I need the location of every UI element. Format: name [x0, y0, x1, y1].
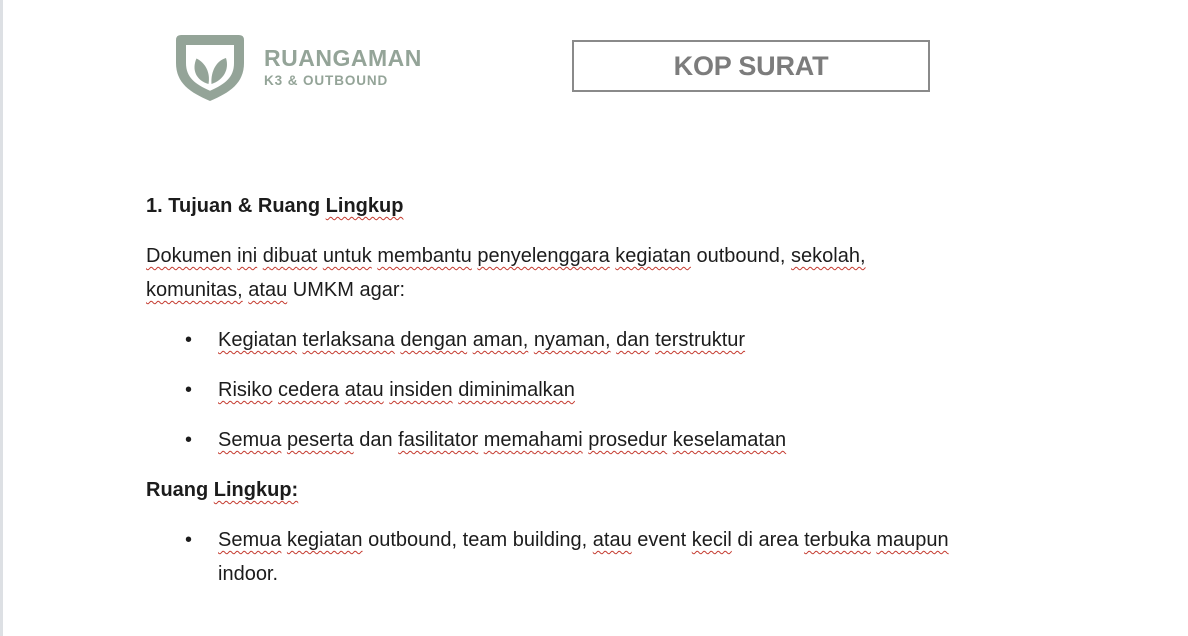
- misspelled-word: insiden: [389, 379, 453, 401]
- word: outbound,: [368, 529, 458, 551]
- misspelled-word: Lingkup: [325, 195, 404, 217]
- document-body[interactable]: [146, 189, 1141, 607]
- misspelled-word: atau: [248, 279, 288, 301]
- bullet-marker: •: [185, 529, 193, 551]
- word: di: [737, 529, 753, 551]
- misspelled-word: peserta: [286, 429, 354, 451]
- misspelled-word: kegiatan: [286, 529, 363, 551]
- paragraph: [146, 239, 1141, 307]
- misspelled-word: Semua: [218, 429, 282, 451]
- bullet-marker: •: [185, 329, 193, 351]
- text-line: [218, 323, 1141, 357]
- logo-subtitle: K3 & OUTBOUND: [264, 73, 389, 88]
- misspelled-word: dengan: [400, 329, 468, 351]
- word: dan: [359, 429, 393, 451]
- misspelled-word: komunitas,: [146, 279, 243, 301]
- bullet-item: [146, 323, 1141, 357]
- misspelled-word: sekolah,: [791, 245, 866, 267]
- word: Ruang: [257, 195, 321, 217]
- misspelled-word: Kegiatan: [218, 329, 297, 351]
- logo: [170, 33, 422, 101]
- word: Ruang: [146, 479, 209, 501]
- misspelled-word: terstruktur: [655, 329, 746, 351]
- bold-subheading: [146, 473, 1141, 507]
- misspelled-word: cedera: [278, 379, 340, 401]
- word: area: [758, 529, 799, 551]
- misspelled-word: diminimalkan: [458, 379, 575, 401]
- misspelled-word: kegiatan: [615, 245, 691, 267]
- misspelled-word: terbuka: [804, 529, 871, 551]
- word: &: [237, 195, 253, 217]
- word: team: [462, 529, 508, 551]
- word: event: [637, 529, 687, 551]
- bullet-marker: •: [185, 379, 193, 401]
- bullet-marker: •: [185, 429, 193, 451]
- text-line: [146, 239, 1141, 273]
- text-line: [146, 189, 1141, 223]
- page-edge-strip: [0, 0, 3, 636]
- misspelled-word: penyelenggara: [477, 245, 610, 267]
- text-line: [218, 557, 1141, 591]
- misspelled-word: aman,: [472, 329, 529, 351]
- text-line: [218, 373, 1141, 407]
- text-line: [218, 523, 1141, 557]
- misspelled-word: atau: [592, 529, 632, 551]
- text-line: [218, 423, 1141, 457]
- text-line: [146, 473, 1141, 507]
- logo-text: [264, 46, 422, 89]
- misspelled-word: keselamatan: [672, 429, 787, 451]
- bullet-item: [146, 373, 1141, 407]
- misspelled-word: memahami: [483, 429, 583, 451]
- misspelled-word: fasilitator: [398, 429, 479, 451]
- word: building,: [512, 529, 588, 551]
- word: outbound,: [696, 245, 786, 267]
- document-heading: [146, 189, 1141, 223]
- misspelled-word: ini: [237, 245, 258, 267]
- misspelled-word: membantu: [377, 245, 472, 267]
- misspelled-word: Semua: [218, 529, 282, 551]
- shield-leaf-icon: [170, 33, 250, 101]
- misspelled-word: prosedur: [588, 429, 668, 451]
- text-line: [146, 273, 1141, 307]
- word: Tujuan: [168, 195, 233, 217]
- misspelled-word: atau: [344, 379, 384, 401]
- misspelled-word: Risiko: [218, 379, 273, 401]
- misspelled-word: dibuat: [262, 245, 318, 267]
- word: UMKM: [292, 279, 354, 301]
- misspelled-word: dan: [616, 329, 650, 351]
- misspelled-word: Dokumen: [146, 245, 232, 267]
- logo-title: RUANGAMAN: [264, 45, 422, 71]
- misspelled-word: kecil: [691, 529, 732, 551]
- kop-surat-box: [572, 40, 930, 92]
- word: agar:: [359, 279, 406, 301]
- bullet-item: [146, 423, 1141, 457]
- word: 1.: [146, 195, 163, 217]
- bullet-item: [146, 523, 1141, 591]
- word: indoor.: [218, 563, 279, 585]
- kop-surat-label: KOP SURAT: [673, 50, 829, 81]
- misspelled-word: nyaman,: [533, 329, 611, 351]
- misspelled-word: untuk: [322, 245, 372, 267]
- misspelled-word: maupun: [876, 529, 949, 551]
- misspelled-word: Lingkup:: [213, 479, 299, 501]
- misspelled-word: terlaksana: [302, 329, 395, 351]
